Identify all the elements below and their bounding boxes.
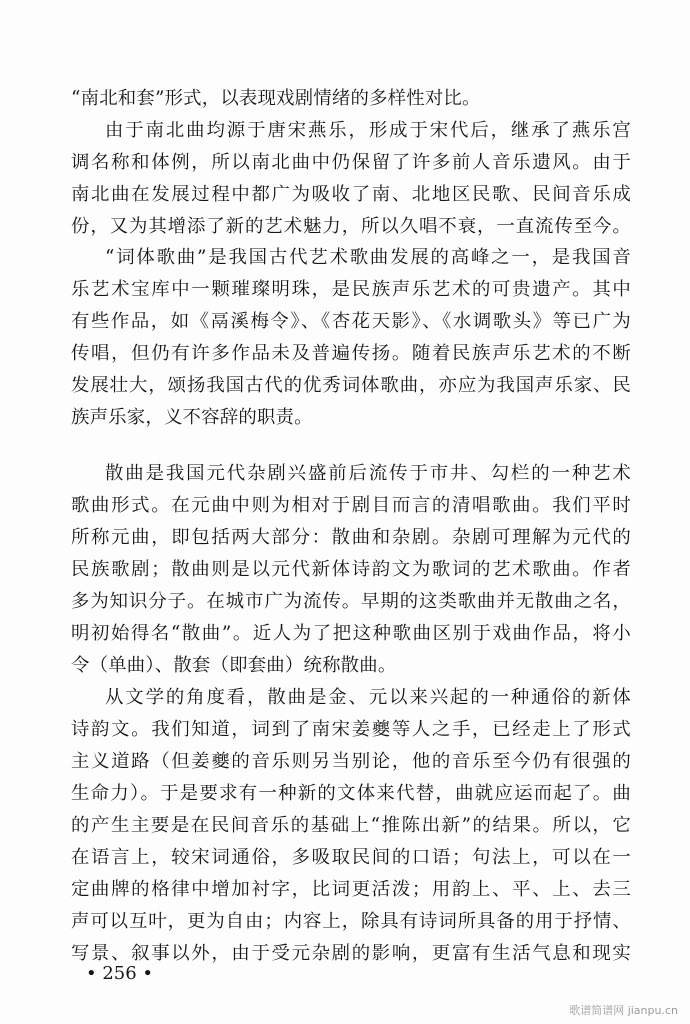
text-line: 传唱，但仍有许多作品未及普遍传扬。随着民族声乐艺术的不断 bbox=[71, 343, 631, 364]
text-line: 明初始得名“散曲”。近人为了把这种歌曲区别于戏曲作品，将小 bbox=[71, 623, 631, 644]
text-line: “词体歌曲”是我国古代艺术歌曲发展的高峰之一，是我国音 bbox=[105, 247, 631, 268]
text-line: 民族歌剧；散曲则是以元代新体诗韵文为歌词的艺术歌曲。作者 bbox=[71, 559, 631, 580]
text-line: “南北和套”形式，以表现戏剧情绪的多样性对比。 bbox=[71, 88, 481, 109]
page-number: • 256 • bbox=[86, 963, 154, 984]
text-line: 所称元曲，即包括两大部分：散曲和杂剧。杂剧可理解为元代的 bbox=[71, 527, 631, 548]
text-line: 从文学的角度看，散曲是金、元以来兴起的一种通俗的新体 bbox=[105, 687, 631, 708]
text-line: 生命力）。于是要求有一种新的文体来代替，曲就应运而起了。曲 bbox=[71, 783, 631, 804]
text-line: 在语言上，较宋词通俗，多吸取民间的口语；句法上，可以在一 bbox=[71, 847, 631, 868]
text-line: 声可以互叶，更为自由；内容上，除具有诗词所具备的用于抒情、 bbox=[71, 911, 631, 932]
text-line: 令（单曲）、散套（即套曲）统称散曲。 bbox=[71, 655, 397, 676]
text-line: 写景、叙事以外，由于受元杂剧的影响，更富有生活气息和现实 bbox=[71, 943, 631, 964]
text-line: 歌曲形式。在元曲中则为相对于剧目而言的清唱歌曲。我们平时 bbox=[71, 495, 631, 516]
text-line: 族声乐家，义不容辞的职责。 bbox=[71, 407, 313, 428]
text-line: 主义道路（但姜夔的音乐则另当别论，他的音乐至今仍有很强的 bbox=[71, 751, 631, 772]
text-line: 调名称和体例，所以南北曲中仍保留了许多前人音乐遗风。由于 bbox=[71, 152, 631, 173]
text-line: 南北曲在发展过程中都广为吸收了南、北地区民歌、民间音乐成 bbox=[71, 184, 631, 205]
site-watermark: 歌谱简谱网 jianpu.cn bbox=[569, 1004, 678, 1017]
text-line: 定曲牌的格律中增加衬字，比词更活泼；用韵上、平、上、去三 bbox=[71, 879, 631, 900]
text-line: 份，又为其增添了新的艺术魅力，所以久唱不衰，一直流传至今。 bbox=[71, 216, 631, 237]
text-line: 散曲是我国元代杂剧兴盛前后流传于市井、勾栏的一种艺术 bbox=[105, 463, 631, 484]
text-line: 有些作品，如《鬲溪梅令》、《杏花天影》、《水调歌头》等已广为 bbox=[71, 311, 631, 332]
text-line: 的产生主要是在民间音乐的基础上“推陈出新”的结果。所以，它 bbox=[71, 815, 631, 836]
text-line: 由于南北曲均源于唐宋燕乐，形成于宋代后，继承了燕乐宫 bbox=[105, 120, 631, 141]
text-line: 发展壮大，颂扬我国古代的优秀词体歌曲，亦应为我国声乐家、民 bbox=[71, 375, 631, 396]
text-line: 诗韵文。我们知道，词到了南宋姜夔等人之手，已经走上了形式 bbox=[71, 719, 631, 740]
text-line: 乐艺术宝库中一颗璀璨明珠，是民族声乐艺术的可贵遗产。其中 bbox=[71, 279, 631, 300]
text-line: 多为知识分子。在城市广为流传。早期的这类歌曲并无散曲之名， bbox=[71, 591, 631, 612]
